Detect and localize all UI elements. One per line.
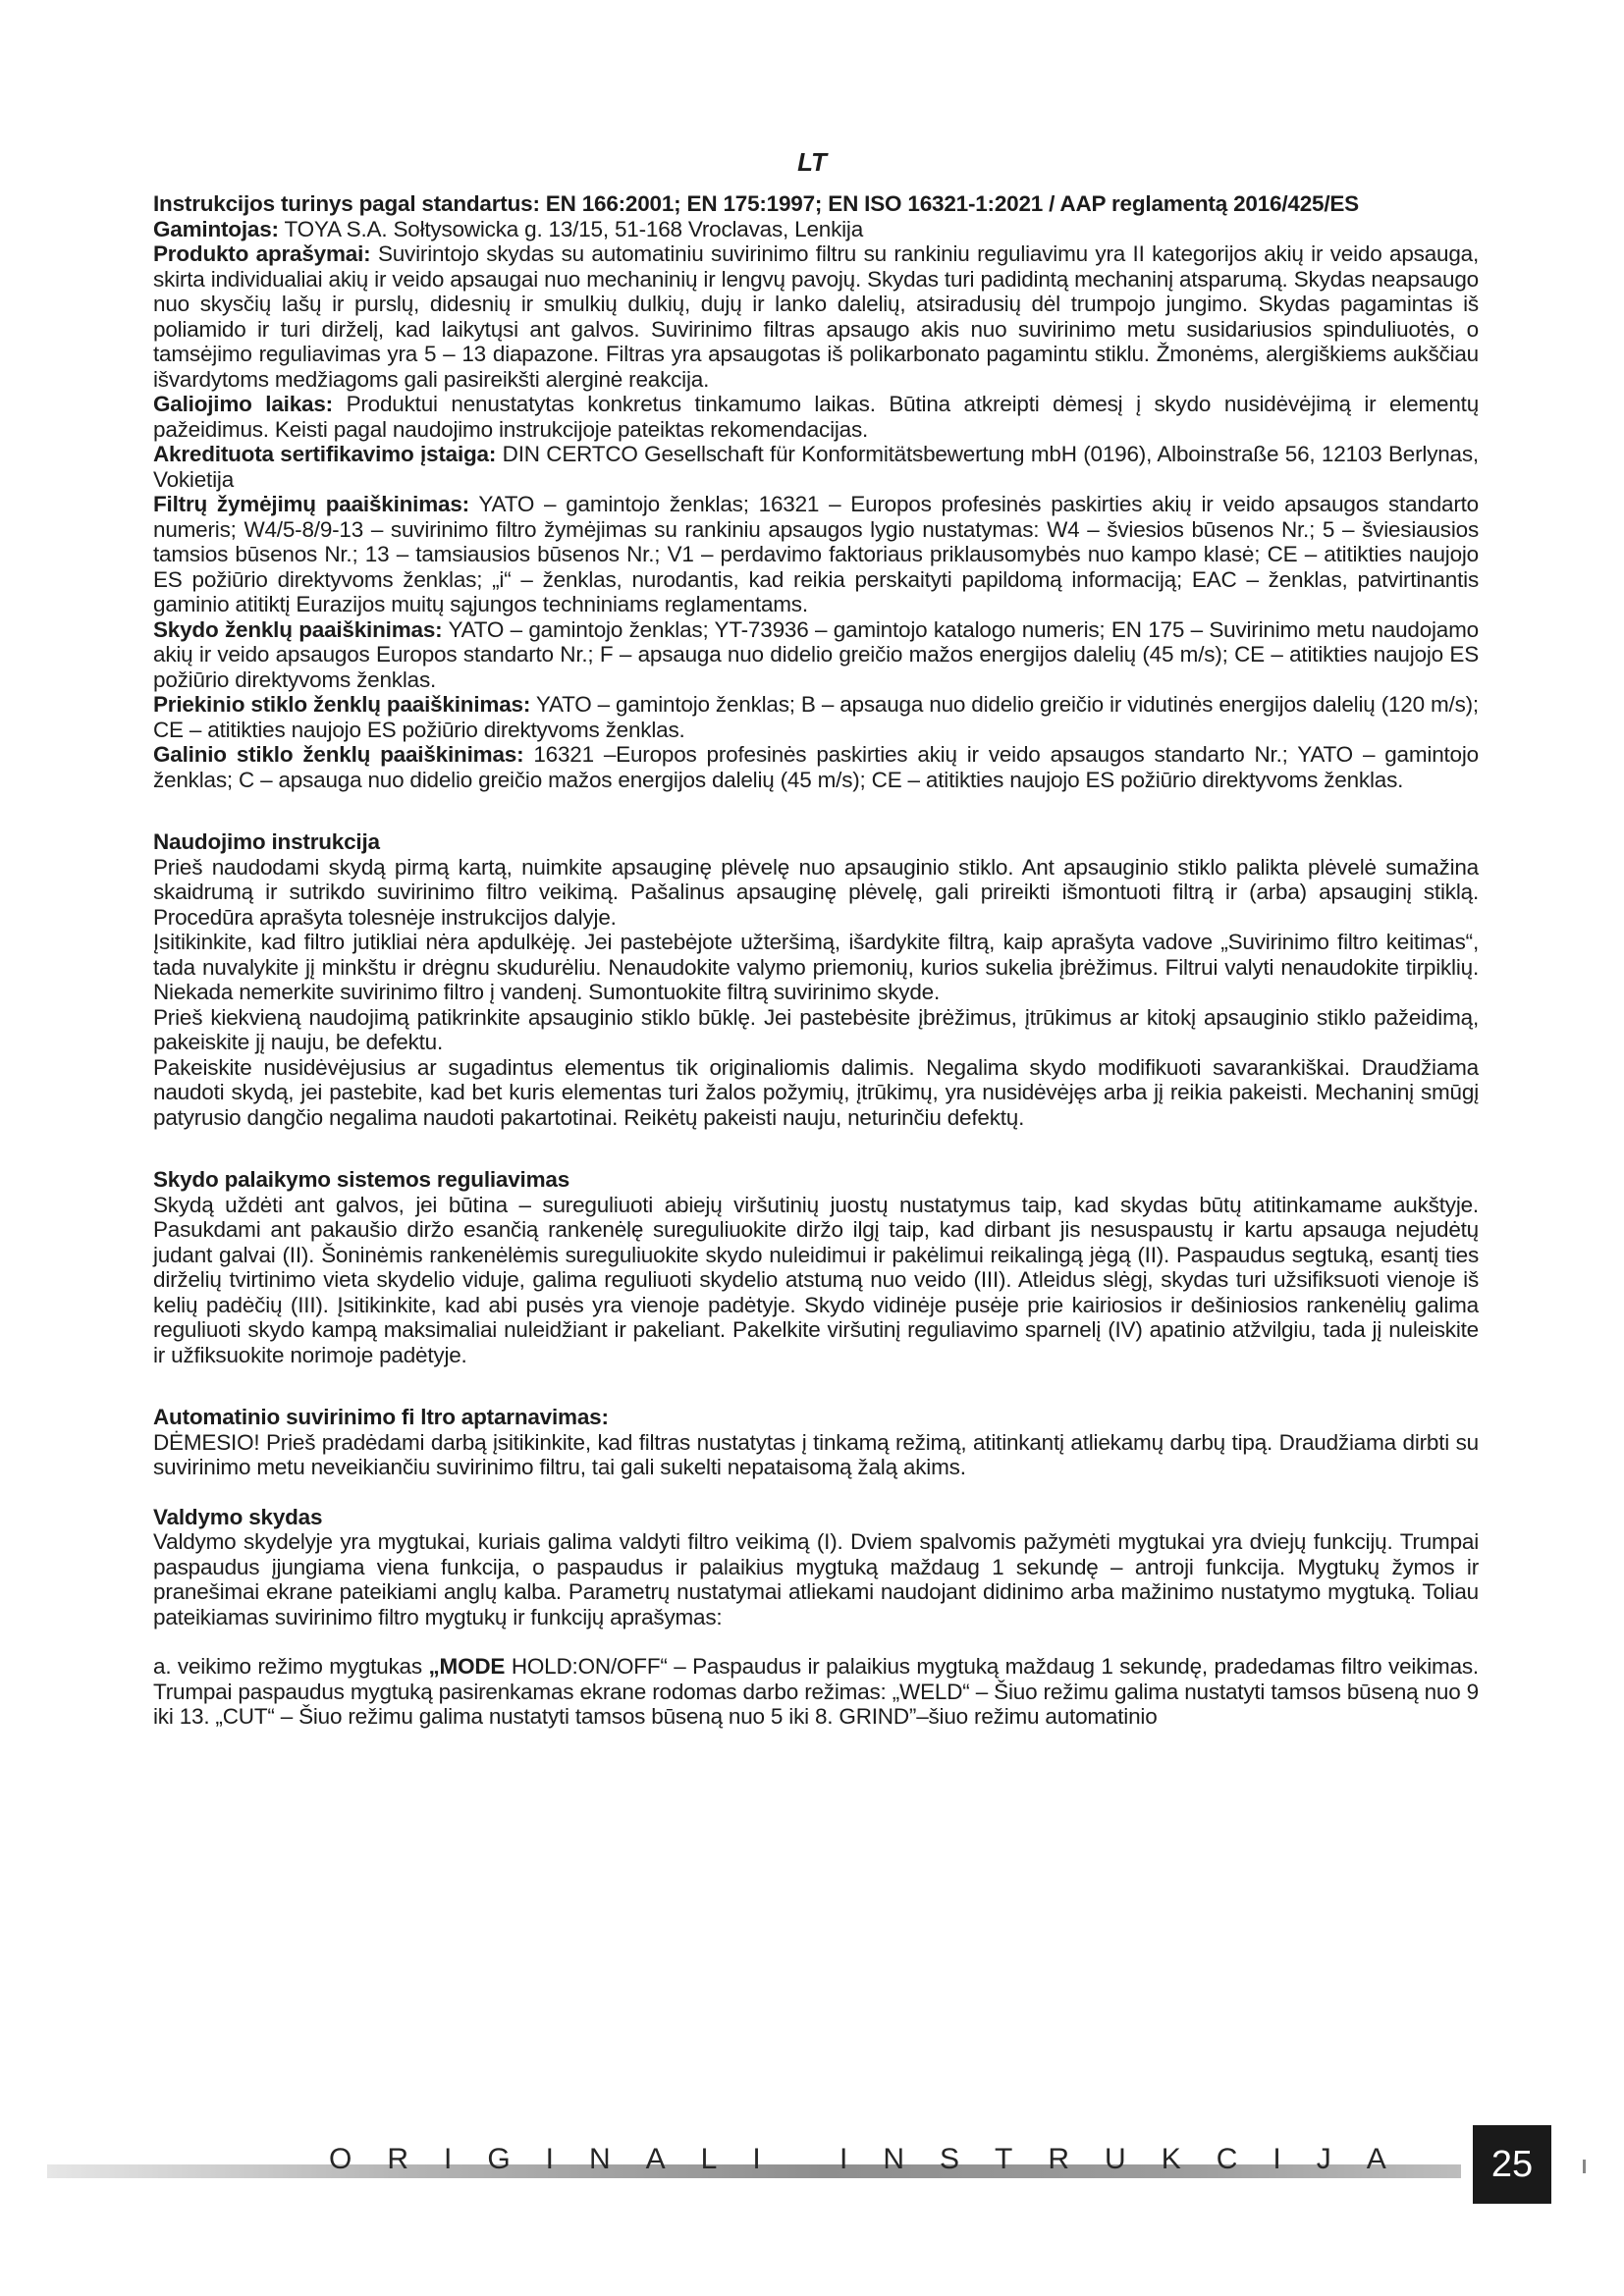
product-description	[153, 241, 1479, 392]
validity-label: Galiojimo laikas:	[153, 392, 333, 416]
manufacturer-line	[153, 217, 1479, 242]
usage-heading: Naudojimo instrukcija	[153, 829, 380, 854]
front-glass-paragraph	[153, 692, 1479, 742]
validity-text: Produktui nenustatytas konkretus tinkamumo laikas. Būtina atkreipti dėmesį į skydo nusidėvėjimą ir elementų pažeidimus. Keisti pagal naudojimo instrukcijoje pateiktas rekomendacijas.	[153, 392, 1480, 442]
usage-paragraph-3: Prieš kiekvieną naudojimą patikrinkite apsauginio stiklo būklę. Jei pastebėsite įbrėžimus, įtrūkimus ar kitokį apsauginio stiklo pažeidimą, pakeiskite jį nauju, be defektu.	[153, 1004, 1479, 1054]
language-tag: LT	[797, 147, 827, 177]
maintenance-paragraph: DĖMESIO! Prieš pradėdami darbą įsitikinkite, kad filtras nustatytas į tinkamą režimą, atitinkantį atliekamų darbų tipą. Draudžiama dirbti su suvirinimo metu neveikiančiu suvirinimo filtru, tai gali sukelti nepataisomą žalą akims.	[153, 1429, 1479, 1479]
filter-markings-label: Filtrų žymėjimų paaiškinimas:	[153, 492, 469, 516]
filter-markings-paragraph	[153, 492, 1479, 617]
mode-button-paragraph	[153, 1654, 1479, 1730]
mode-text: HOLD:ON/OFF“ – Paspaudus ir palaikius mygtuką maždaug 1 sekundę, pradedamas filtro veikimas. Trumpai paspaudus mygtuką pasirenkamas ekrane rodomas darbo režimas: „WELD“ – Šiuo režimu galima nustatyti tamsos būseną nuo 9 iki 13. „CUT“ – Šiuo režimu galima nustatyti tamsos būseną nuo 5 iki 8. GRIND”–šiuo režimu automatinio	[153, 1654, 1479, 1729]
page-number: 25	[1473, 2125, 1551, 2204]
rear-glass-paragraph	[153, 742, 1479, 792]
manufacturer-label: Gamintojas:	[153, 216, 279, 241]
rear-glass-label: Galinio stiklo ženklų paaiškinimas:	[153, 742, 524, 767]
shield-markings-label: Skydo ženklų paaiškinimas:	[153, 616, 443, 642]
certification-paragraph	[153, 442, 1479, 492]
front-glass-label: Priekinio stiklo ženklų paaiškinimas:	[153, 692, 531, 717]
product-text: Suvirintojo skydas su automatiniu suvirinimo filtru su rankiniu reguliavimu yra II kategorijos akių ir veido apsauga, skirta individualiai akių ir veido apsaugai nuo mechaninių ir lengvų pavojų. Skydas turi padidintą mechaninį atsparumą. Skydas neapsaugo nuo skysčių lašų ir purslų, didesnių ir smulkių dulkių, dujų ir lanko dalelių, atsiradusių dėl trumpojo jungimo. Skydas pagamintas iš poliamido ir turi dirželį, kad laikytųsi ant galvos. Suvirinimo filtras apsaugo akis nuo suvirinimo metu susidariusios spinduliuotės, o tamsėjimo reguliavimas yra 5 – 13 diapazone. Filtras yra apsaugotas iš polikarbonato pagamintu stiklu. Žmonėms, alergiškiems aukščiau išvardytoms medžiagoms gali pasireikšti alerginė reakcija.	[153, 241, 1479, 392]
mode-label: „MODE	[428, 1654, 506, 1679]
usage-paragraph-4: Pakeiskite nusidėvėjusius ar sugadintus elementus tik originaliomis dalimis. Negalima skydo modifikuoti savarankiškai. Draudžiama naudoti skydą, jei pastebite, kad bet kuris elementas turi žalos požymių, įtrūkimų, yra nusidėvėjęs arba jį reikia pakeisti. Mechaninį smūgį patyrusio dangčio negalima naudoti pakartotinai. Reikėtų pakeisti nauju, neturinčiu defektų.	[153, 1054, 1479, 1130]
manufacturer-text: TOYA S.A. Sołtysowicka g. 13/15, 51-168 Vroclavas, Lenkija	[284, 216, 864, 241]
validity-paragraph	[153, 392, 1479, 442]
usage-paragraph-2: Įsitikinkite, kad filtro jutikliai nėra apdulkėję. Jei pastebėjote užteršimą, išardykite filtrą, kaip aprašyta vadove „Suvirinimo filtro keitimas“, tada nuvalykite jį minkštu ir drėgnu skudurėliu. Nenaudokite valymo priemonių, kurios sukelia įbrėžimus. Filtrui valyti nenaudokite tirpiklių. Niekada nemerkite suvirinimo filtro į vandenį. Sumontuokite filtrą suvirinimo skyde.	[153, 930, 1479, 1004]
mode-prefix: a. veikimo režimo mygtukas	[153, 1654, 429, 1679]
front-glass-text: YATO – gamintojo ženklas; B – apsauga nuo didelio greičio ir vidutinės energijos dalelių (120 m/s); CE – atitikties naujojo ES požiūrio direktyvoms ženklas.	[153, 692, 1479, 742]
rear-glass-text: 16321 –Europos profesinės paskirties akių ir veido apsaugos standarto Nr.; YATO – gamintojo ženklas; C – apsauga nuo didelio greičio mažos energijos dalelių (45 m/s); CE – atitikties naujojo ES požiūrio direktyvoms ženklas.	[153, 742, 1479, 792]
certification-label: Akredituota sertifikavimo įstaiga:	[153, 442, 497, 466]
filter-markings-text: YATO – gamintojo ženklas; 16321 – Europos profesinės paskirties akių ir veido apsaugos standarto numeris; W4/5-8/9-13 – suvirinimo filtro žymėjimas su rankiniu apsaugos lygio nustatymas: W4 – šviesios būsenos Nr.; 5 – šviesiausios tamsios būsenos Nr.; 13 – tamsiausios būsenos Nr.; V1 – perdavimo faktoriaus priklausomybės nuo kampo klasė; CE – atitikties naujojo ES požiūrio direktyvoms ženklas; „i“ – ženklas, nurodantis, kad reikia perskaityti papildomą informaciją; EAC – ženklas, patvirtinantis gaminio atitiktį Eurazijos muitų sąjungos techniniams reglamentams.	[153, 492, 1479, 616]
shield-markings-text: YATO – gamintojo ženklas; YT-73936 – gamintojo katalogo numeris; EN 175 – Suvirinimo metu naudojamo akių ir veido apsaugos Europos standarto Nr.; F – apsauga nuo didelio greičio mažos energijos dalelių (45 m/s); CE – atitikties naujojo ES požiūrio direktyvoms ženklas.	[153, 616, 1479, 692]
maintenance-heading: Automatinio suvirinimo fi ltro aptarnavimas:	[153, 1405, 609, 1429]
support-heading: Skydo palaikymo sistemos reguliavimas	[153, 1167, 570, 1192]
usage-paragraph-1: Prieš naudodami skydą pirmą kartą, nuimkite apsauginę plėvelę nuo apsauginio stiklo. Ant apsauginio stiklo palikta plėvelė sumažina skaidrumą ir sutrikdo suvirinimo filtro veikimą. Pašalinus apsauginę plėvelę, gali prireikti išmontuoti filtrą ir (arba) apsauginį stiklą. Procedūra aprašyta tolesnėje instrukcijos dalyje.	[153, 854, 1479, 930]
control-paragraph: Valdymo skydelyje yra mygtukai, kuriais galima valdyti filtro veikimą (I). Dviem spalvomis pažymėti mygtukai yra dviejų funkcijų. Trumpai paspaudus įjungiama viena funkcija, o paspaudus ir palaikius mygtuką maždaug 1 sekundę – antroji funkcija. Mygtukų žymos ir pranešimai ekrane pateikiami anglų kalba. Parametrų nustatymai atliekami naudojant didinimo arba mažinimo nustatymo mygtuką. Toliau pateikiamas suvirinimo filtro mygtukų ir funkcijų aprašymas:	[153, 1529, 1479, 1629]
manual-content	[153, 191, 1479, 1730]
control-heading: Valdymo skydas	[153, 1504, 323, 1529]
certification-text: DIN CERTCO Gesellschaft für Konformitätsbewertung mbH (0196), Alboinstraße 56, 12103 Berlynas, Vokietija	[153, 442, 1479, 492]
product-label: Produkto aprašymai:	[153, 241, 371, 266]
edge-mark	[1583, 2160, 1586, 2173]
shield-markings-paragraph	[153, 617, 1479, 693]
standards-heading: Instrukcijos turinys pagal standartus: EN 166:2001; EN 175:1997; EN ISO 16321-1:2021 / AAP reglamentą 2016/425/ES	[153, 191, 1359, 216]
footer-label: ORIGINALI INSTRUKCIJA	[329, 2143, 1422, 2175]
support-paragraph: Skydą uždėti ant galvos, jei būtina – sureguliuoti abiejų viršutinių juostų nustatymus taip, kad skydas būtų atitinkamame aukštyje. Pasukdami ant pakaušio diržo esančią rankenėlę sureguliuokite diržo ilgį taip, kad dirbant jis nesuspaustų ir kartu apsauga nejudėtų judant galvai (II). Šoninėmis rankenėlėmis sureguliuokite skydo nuleidimui ir pakėlimui reikalingą jėgą (II). Paspaudus segtuką, esantį ties dirželių tvirtinimo vieta skydelio viduje, galima reguliuoti skydelio atstumą nuo veido (III). Atleidus slėgį, skydas turi užsifiksuoti vienoje iš kelių padėčių (III). Įsitikinkite, kad abi pusės yra vienoje padėtyje. Skydo vidinėje pusėje prie kairiosios ir dešiniosios rankenėlių galima reguliuoti skydo kampą maksimaliai nuleidžiant ir pakeliant. Pakelkite viršutinį reguliavimo sparnelį (IV) apatinio atžvilgiu, tada jį nuleiskite ir užfiksuokite norimoje padėtyje.	[153, 1192, 1479, 1367]
